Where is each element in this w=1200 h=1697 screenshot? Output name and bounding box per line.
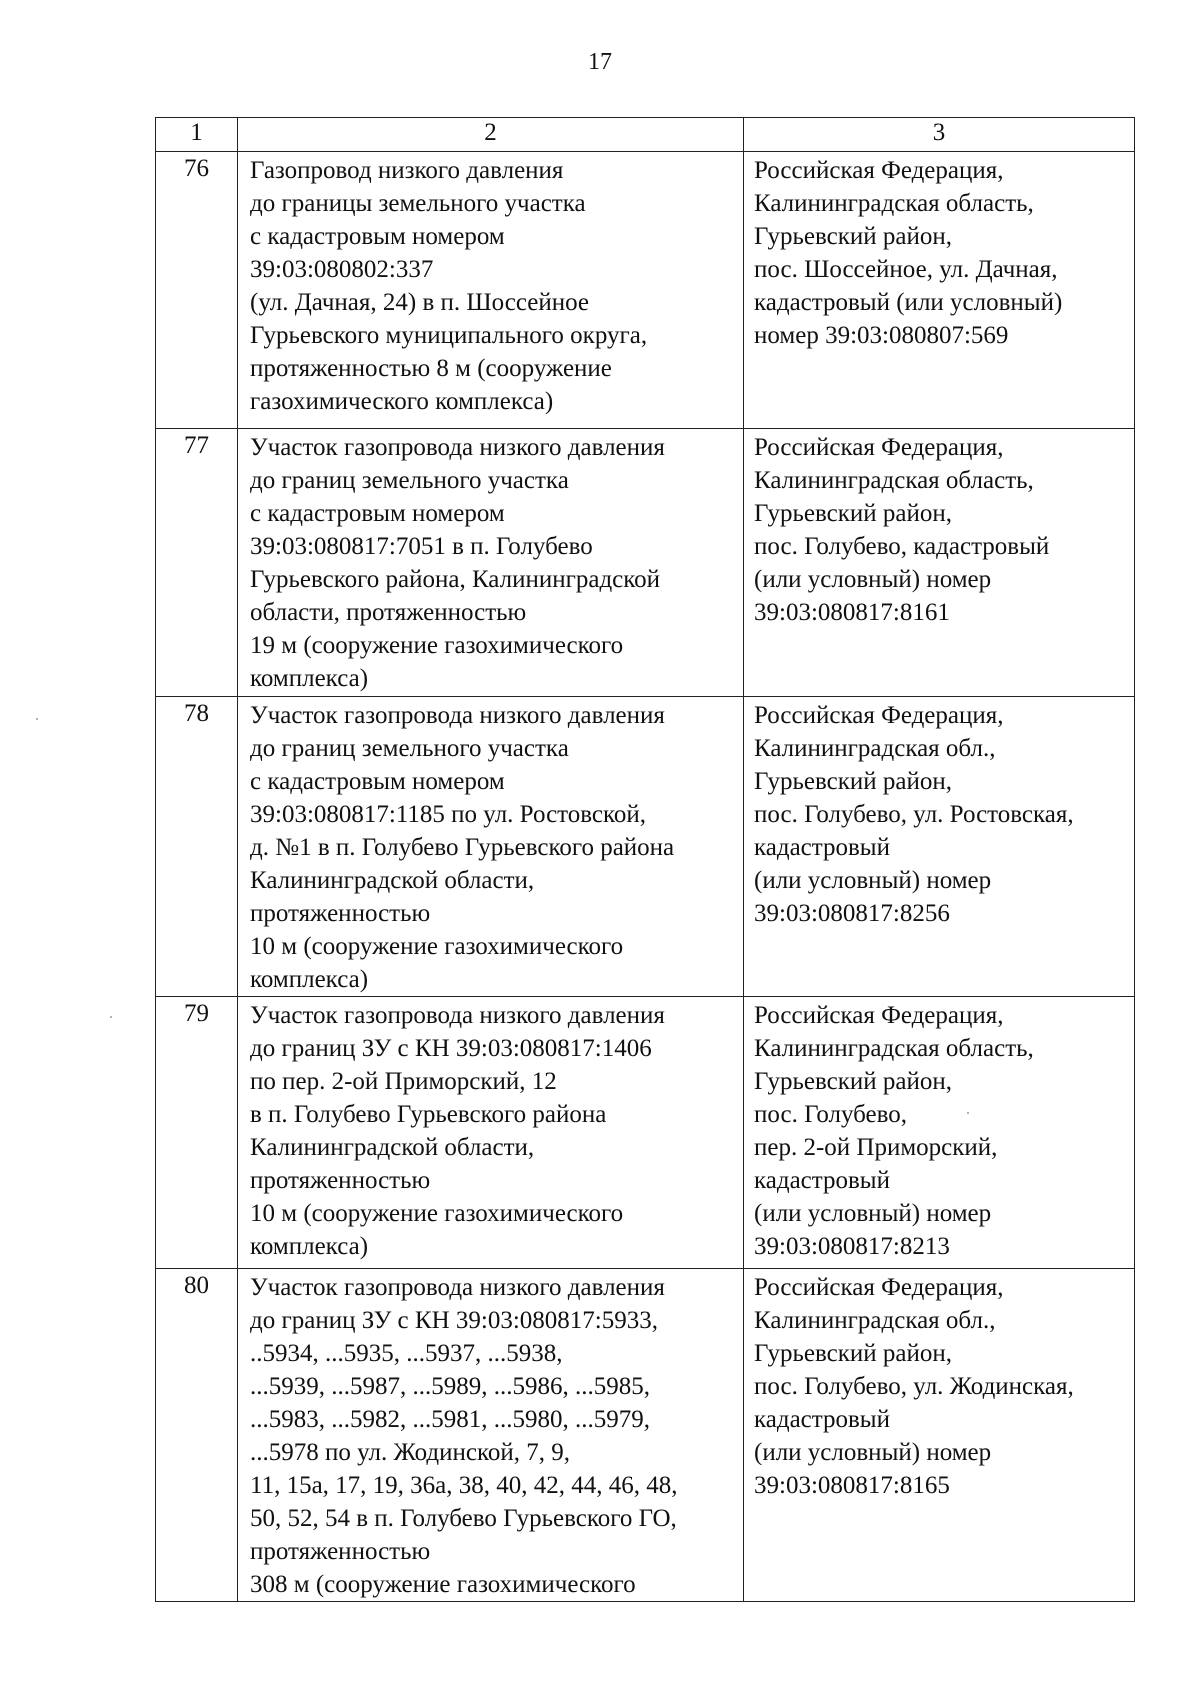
description-cell [238,1269,744,1602]
table-row [156,697,1135,997]
description-cell [238,997,744,1269]
description-cell [238,429,744,697]
row-number: 78 [156,697,238,997]
table-row [156,152,1135,429]
table-row [156,429,1135,697]
description-cell [238,152,744,429]
page-number: 17 [588,49,612,75]
header-col-3: 3 [744,118,1135,152]
header-col-2: 2 [238,118,744,152]
location-cell [744,697,1135,997]
row-number: 79 [156,997,238,1269]
row-number: 77 [156,429,238,697]
scan-speck [110,1016,112,1018]
header-col-1: 1 [156,118,238,152]
location-cell [744,997,1135,1269]
description-text: Участок газопровода низкого давления до границ ЗУ с КН 39:03:080817:5933, ..5934, ...5935, ...5937, ...5938, ...5939, ...5987, ...5989, ...5986, ...5985, ...5983, ...5982, ...5981, ...5980, ...5979, ...5978 по ул. Жодинской, 7, 9, 11, 15а, 17, 19, 36а, 38, 40, 42, 44, 46, 48, 50, 52, 54 в п. Голубево Гурьевского ГО, протяженностью 308 м (сооружение газохимического [250,1274,678,1598]
location-cell [744,152,1135,429]
description-text: Участок газопровода низкого давления до границ земельного участка с кадастровым номером 39:03:080817:7051 в п. Голубево Гурьевского района, Калининградской области, протяженностью 19 м (сооружение газохимического комплекса) [250,434,665,692]
description-text: Участок газопровода низкого давления до границ ЗУ с КН 39:03:080817:1406 по пер. 2-ой Приморский, 12 в п. Голубево Гурьевского района Калининградской области, протяженностью 10 м (сооружение газохимического комплекса) [250,1002,665,1260]
location-cell [744,1269,1135,1602]
scan-speck [967,1112,969,1114]
row-number: 80 [156,1269,238,1602]
description-text: Участок газопровода низкого давления до границ земельного участка с кадастровым номером 39:03:080817:1185 по ул. Ростовской, д. №1 в п. Голубево Гурьевского района Калининградской области, протяженностью 10 м (сооружение газохимического комплекса) [250,702,675,993]
description-text: Газопровод низкого давления до границы земельного участка с кадастровым номером 39:03:080802:337 (ул. Дачная, 24) в п. Шоссейное Гурьевского муниципального округа, протяженностью 8 м (сооружение газохимического комплекса) [250,157,648,415]
location-text: Российская Федерация, Калининградская обл., Гурьевский район, пос. Голубево, ул. Жодинская, кадастровый (или условный) номер 39:03:080817:8165 [754,1274,1074,1499]
location-cell [744,429,1135,697]
description-cell [238,697,744,997]
table-row [156,1269,1135,1602]
location-text: Российская Федерация, Калининградская область, Гурьевский район, пос. Шоссейное, ул. Дачная, кадастровый (или условный) номер 39:03:080807:569 [754,157,1063,349]
location-text: Российская Федерация, Калининградская обл., Гурьевский район, пос. Голубево, ул. Ростовская, кадастровый (или условный) номер 39:03:080817:8256 [754,702,1074,927]
objects-table [155,117,1135,1602]
table-row [156,997,1135,1269]
scan-speck [36,718,38,720]
location-text: Российская Федерация, Калининградская область, Гурьевский район, пос. Голубево, кадастровый (или условный) номер 39:03:080817:8161 [754,434,1050,626]
row-number: 76 [156,152,238,429]
location-text: Российская Федерация, Калининградская область, Гурьевский район, пос. Голубево, пер. 2-ой Приморский, кадастровый (или условный) номер 39:03:080817:8213 [754,1002,1034,1260]
table-header-row [156,118,1135,152]
